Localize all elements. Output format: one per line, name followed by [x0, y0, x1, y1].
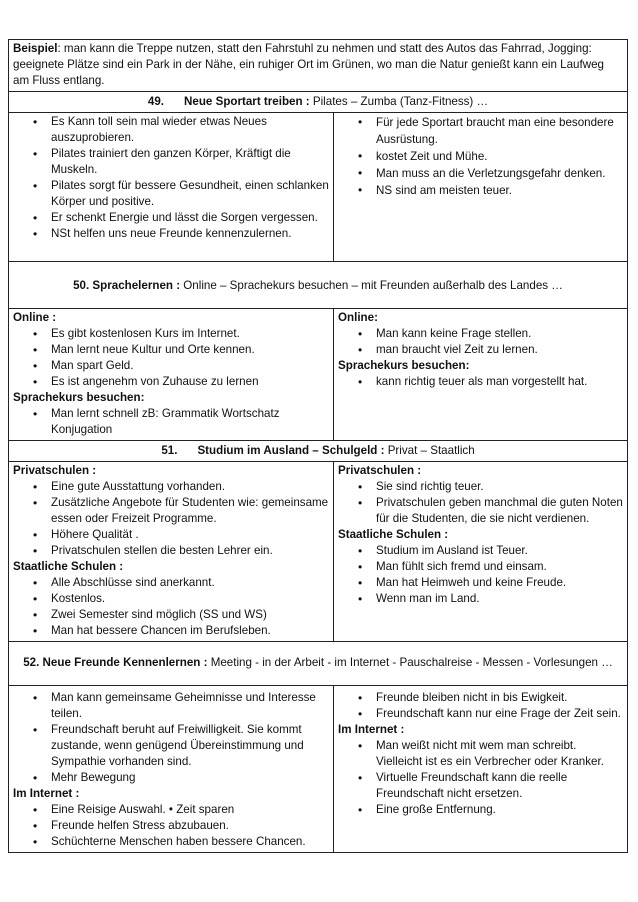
section-51-pros-heading-1: Privatschulen : [13, 464, 97, 477]
section-52-subtitle: Meeting - in der Arbeit - im Internet - Pauschalreise - Messen - Vorlesungen … [210, 656, 613, 669]
section-51-title: Studium im Ausland – Schulgeld : [197, 444, 388, 457]
section-50-cons-list-1 [338, 326, 623, 358]
list-item: • Man kann keine Frage stellen. [358, 326, 623, 342]
list-item: • Alle Abschlüsse sind anerkannt. [33, 575, 329, 591]
intro-label: Beispiel [13, 42, 58, 55]
section-51-cons [334, 462, 628, 642]
list-item: • Freundschaft kann nur eine Frage der Zeit sein. [358, 706, 623, 722]
list-item: • Kostenlos. [33, 591, 329, 607]
list-item: • Man lernt schnell zB: Grammatik Wortschatz Konjugation [33, 406, 329, 438]
section-51-pros [9, 462, 334, 642]
list-item: • man braucht viel Zeit zu lernen. [358, 342, 623, 358]
section-49-number: 49. [147, 95, 165, 108]
list-item: • Privatschulen geben manchmal die guten Noten für die Studenten, die sie nicht verdienen. [358, 495, 623, 527]
section-49-pros-list [13, 114, 329, 242]
list-item: • Schüchterne Menschen haben bessere Chancen. [33, 834, 329, 850]
list-item: • Es gibt kostenlosen Kurs im Internet. [33, 326, 329, 342]
section-50-pros-list-2 [13, 406, 329, 438]
list-item: • Freunde bleiben nicht in bis Ewigkeit. [358, 690, 623, 706]
intro-cell [9, 40, 628, 92]
list-item: • Man spart Geld. [33, 358, 329, 374]
list-item: • Eine große Entfernung. [358, 802, 623, 818]
section-52-pros-heading-2: Im Internet : [13, 787, 80, 800]
section-50-cons-heading-1: Online: [338, 311, 378, 324]
section-50-pros-heading-2: Sprachekurs besuchen: [13, 391, 145, 404]
list-item: • Mehr Bewegung [33, 770, 329, 786]
section-50-cons-heading-2: Sprachekurs besuchen: [338, 359, 470, 372]
section-52-cons-heading-2: Im Internet : [338, 723, 405, 736]
section-51-header [9, 441, 628, 462]
list-item: • Man fühlt sich fremd und einsam. [358, 559, 623, 575]
section-51-pros-list-2 [13, 575, 329, 639]
list-item: • Eine Reisige Auswahl. • Zeit sparen [33, 802, 329, 818]
list-item: • kann richtig teuer als man vorgestellt hat. [358, 374, 623, 390]
list-item: • Wenn man im Land. [358, 591, 623, 607]
section-49-subtitle: Pilates – Zumba (Tanz-Fitness) … [312, 95, 489, 108]
section-49-header [9, 92, 628, 113]
section-50-cons-list-2 [338, 374, 623, 390]
section-52-cons [334, 686, 628, 853]
section-50-subtitle: Online – Sprachekurs besuchen – mit Freunden außerhalb des Landes … [183, 279, 563, 292]
section-52-pros-list-2 [13, 802, 329, 850]
section-51-number: 51. [161, 444, 178, 457]
list-item: • Virtuelle Freundschaft kann die reelle Freundschaft nicht ersetzen. [358, 770, 623, 802]
list-item: • Für jede Sportart braucht man eine besondere Ausrüstung. [358, 114, 623, 148]
list-item: • Höhere Qualität . [33, 527, 329, 543]
section-49-title: Neue Sportart treiben : [184, 95, 313, 108]
list-item: • NSt helfen uns neue Freunde kennenzulernen. [33, 226, 329, 242]
section-51-cons-heading-1: Privatschulen : [338, 464, 422, 477]
section-49-pros [9, 113, 334, 262]
list-item: • Pilates sorgt für bessere Gesundheit, einen schlanken Körper und positive. [33, 178, 329, 210]
list-item: • Man lernt neue Kultur und Orte kennen. [33, 342, 329, 358]
section-51-subtitle: Privat – Staatlich [387, 444, 475, 457]
section-51-cons-list-2 [338, 543, 623, 607]
list-item: • Eine gute Ausstattung vorhanden. [33, 479, 329, 495]
section-50-title: 50. Sprachelernen : [73, 279, 184, 292]
list-item: • Privatschulen stellen die besten Lehrer ein. [33, 543, 329, 559]
section-52-cons-list-2 [338, 738, 623, 818]
section-52-title: 52. Neue Freunde Kennenlernen : [23, 656, 211, 669]
section-50-pros-heading-1: Online : [13, 311, 57, 324]
section-50-pros-list-1 [13, 326, 329, 390]
list-item: • Freunde helfen Stress abzubauen. [33, 818, 329, 834]
section-52-cons-list-1 [338, 690, 623, 722]
list-item: • Man kann gemeinsame Geheimnisse und Interesse teilen. [33, 690, 329, 722]
list-item: • Freundschaft beruht auf Freiwilligkeit. Sie kommt zustande, wenn genügend Übereinstimmung und Sympathie vorhanden sind. [33, 722, 329, 770]
section-49-cons [334, 113, 628, 262]
list-item: • Sie sind richtig teuer. [358, 479, 623, 495]
list-item: • Es Kann toll sein mal wieder etwas Neues auszuprobieren. [33, 114, 329, 146]
intro-text: : man kann die Treppe nutzen, statt den Fahrstuhl zu nehmen und statt des Autos das Fahrrad, Jogging: geeignete Plätze sind ein Park in der Nähe, ein ruhiger Ort im Grünen, wo man die Natur genießt kann ein Laufweg am Fluss entlang. [13, 42, 604, 87]
list-item: • NS sind am meisten teuer. [358, 182, 623, 199]
list-item: • Studium im Ausland ist Teuer. [358, 543, 623, 559]
list-item: • Zusätzliche Angebote für Studenten wie: gemeinsame essen oder Freizeit Programme. [33, 495, 329, 527]
list-item: • Es ist angenehm von Zuhause zu lernen [33, 374, 329, 390]
section-50-header [9, 262, 628, 309]
list-item: • Man muss an die Verletzungsgefahr denken. [358, 165, 623, 182]
section-52-pros [9, 686, 334, 853]
list-item: • Man weißt nicht mit wem man schreibt. Vielleicht ist es ein Verbrecher oder Kranker. [358, 738, 623, 770]
list-item: • Pilates trainiert den ganzen Körper, Kräftigt die Muskeln. [33, 146, 329, 178]
section-52-pros-list-1 [13, 690, 329, 786]
pros-cons-table [8, 39, 628, 853]
list-item: • Man hat bessere Chancen im Berufsleben. [33, 623, 329, 639]
section-51-cons-list-1 [338, 479, 623, 527]
section-52-header [9, 642, 628, 686]
section-51-pros-list-1 [13, 479, 329, 559]
section-50-pros [9, 309, 334, 441]
list-item: • Zwei Semester sind möglich (SS und WS) [33, 607, 329, 623]
list-item: • Er schenkt Energie und lässt die Sorgen vergessen. [33, 210, 329, 226]
section-51-cons-heading-2: Staatliche Schulen : [338, 528, 449, 541]
section-51-pros-heading-2: Staatliche Schulen : [13, 560, 124, 573]
list-item: • Man hat Heimweh und keine Freude. [358, 575, 623, 591]
section-50-cons [334, 309, 628, 441]
section-49-cons-list [338, 114, 623, 199]
list-item: • kostet Zeit und Mühe. [358, 148, 623, 165]
